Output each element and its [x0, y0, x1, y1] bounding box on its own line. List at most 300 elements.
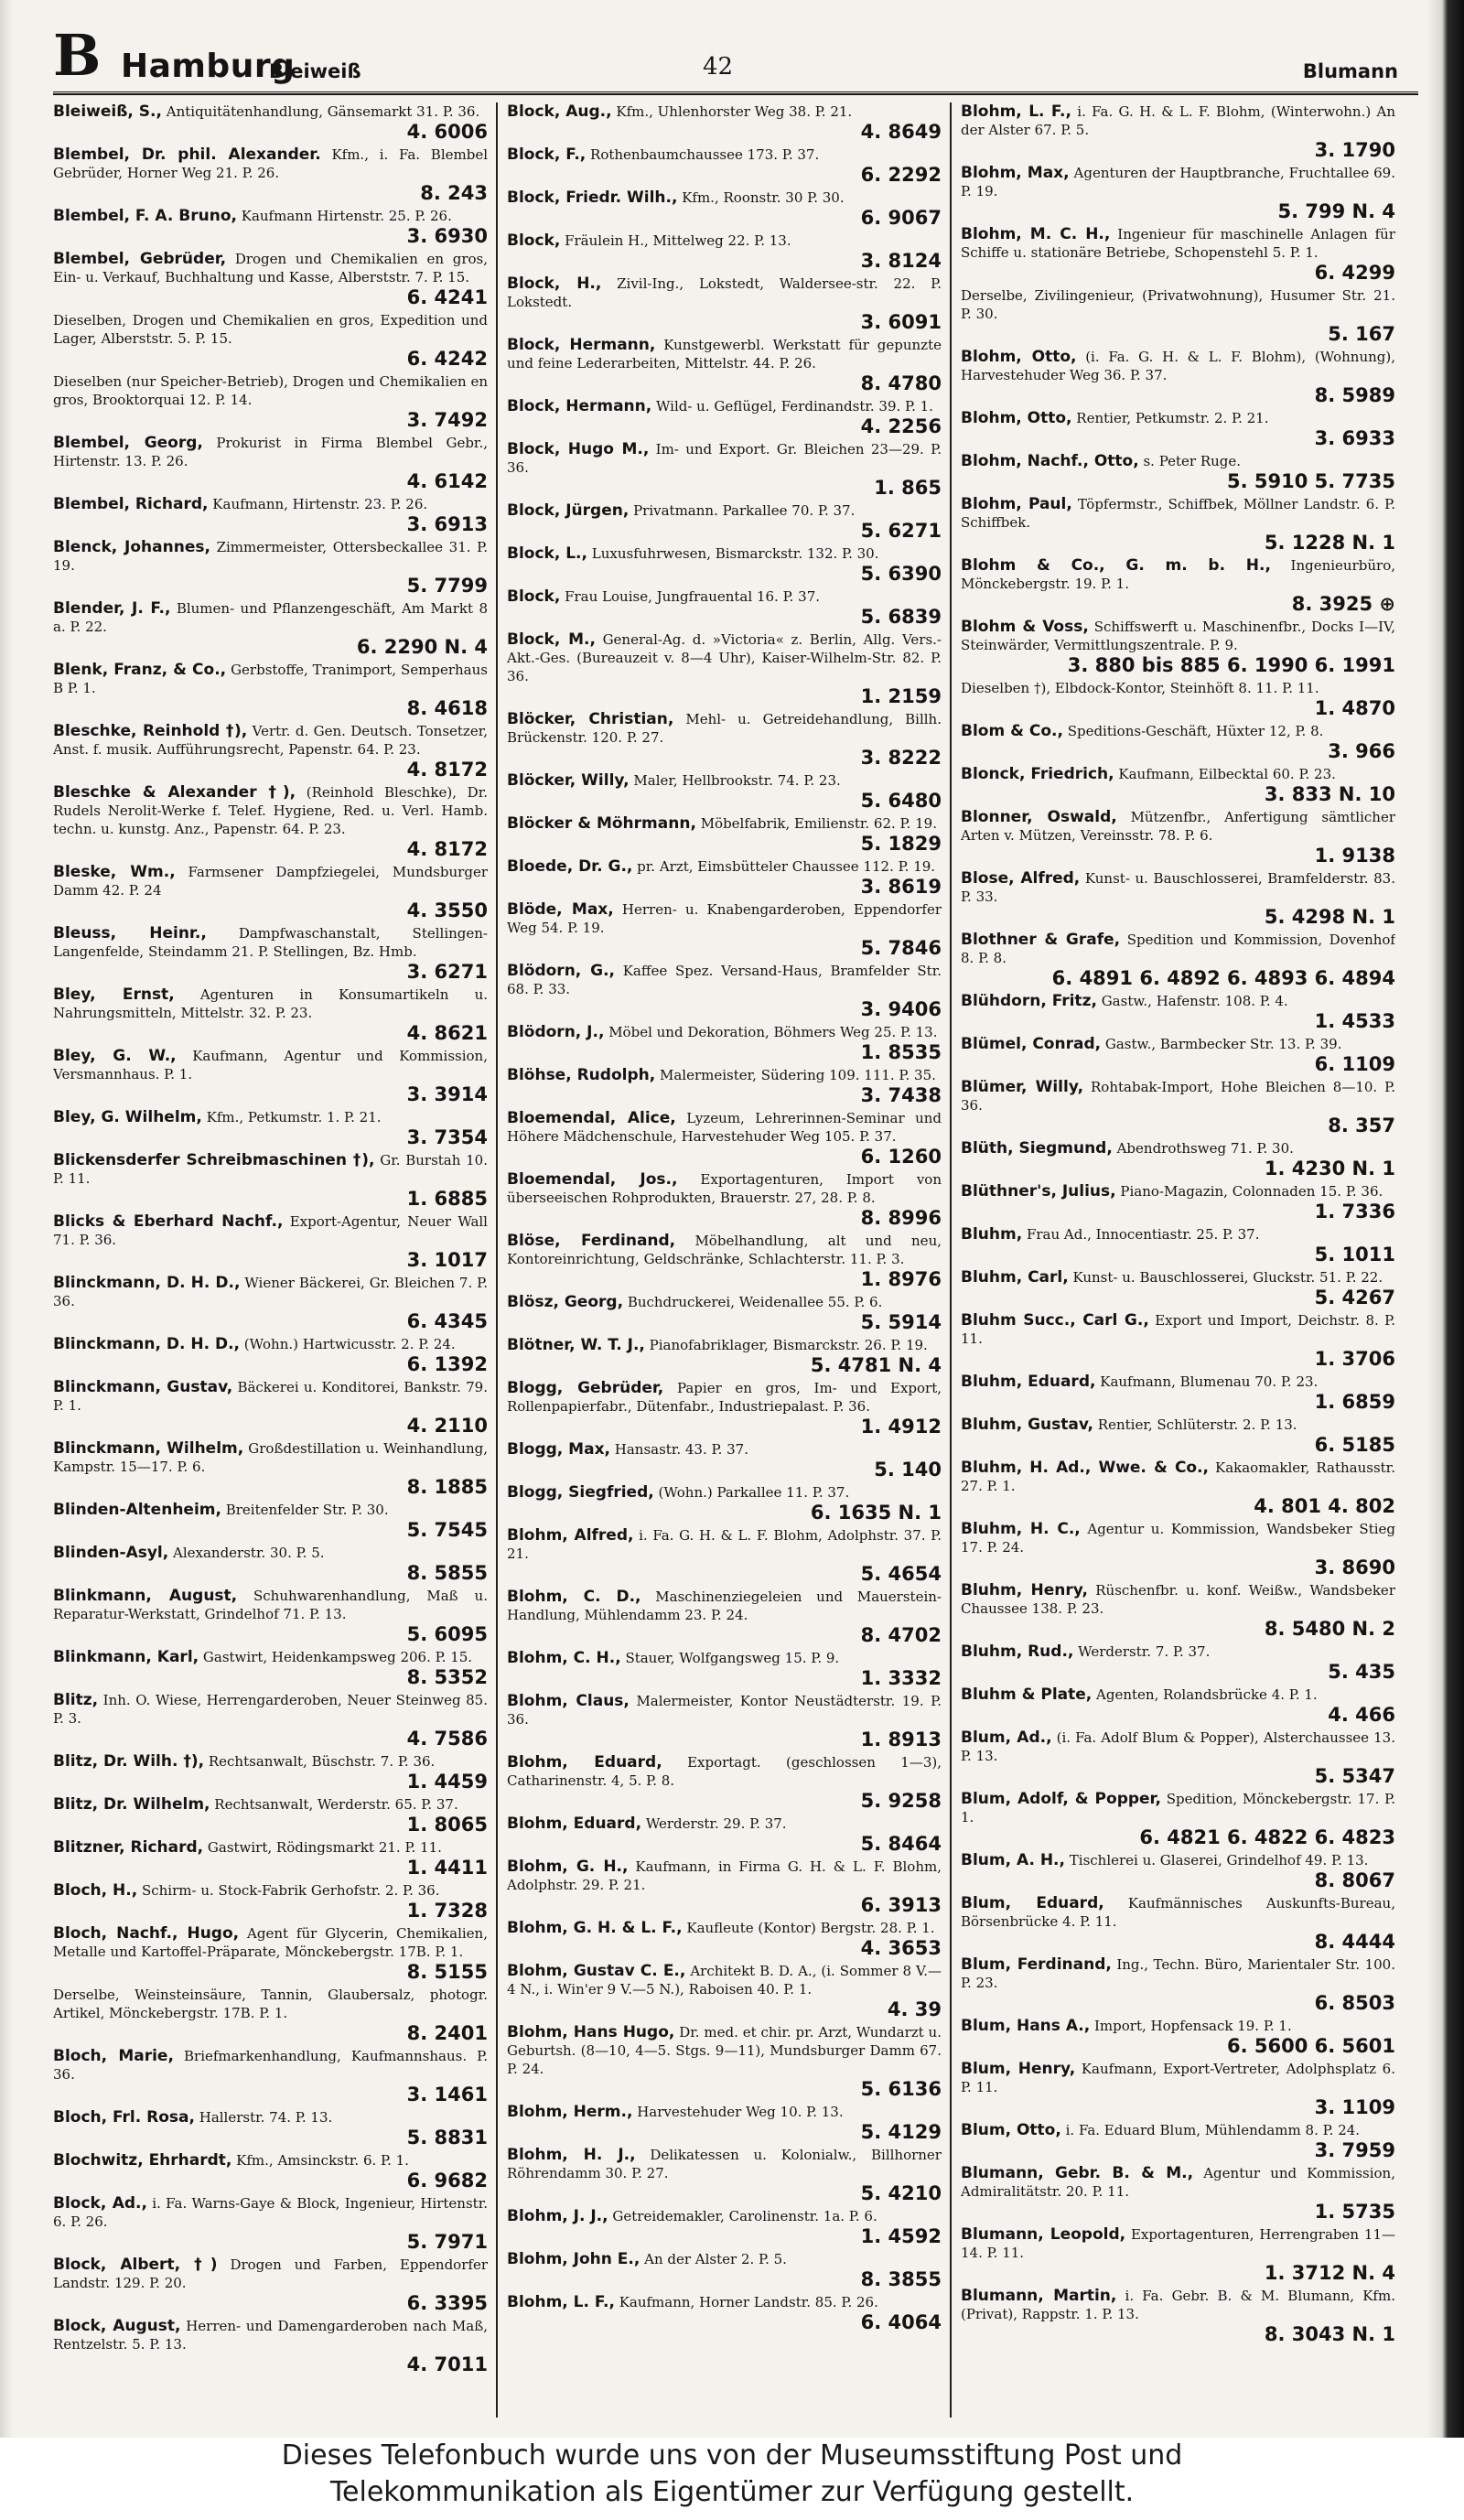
- phone-number: 8. 3925 ⊕: [1291, 593, 1395, 615]
- entry-name: Blose, Alfred,: [961, 869, 1081, 888]
- phone-number: 3. 8124: [860, 250, 942, 272]
- directory-entry: [507, 2103, 942, 2143]
- entry-name: Blöhse, Rudolph,: [507, 1066, 656, 1084]
- entry-name: Blohm, G. H.,: [507, 1858, 629, 1876]
- entry-name: Bluhm Succ., Carl G.,: [961, 1311, 1149, 1330]
- entry-name: Blembel, Dr. phil. Alexander.: [53, 145, 321, 164]
- directory-entry: [53, 2151, 488, 2192]
- entry-details: Ingenieur für maschinelle Anlagen für Schiffe u. stationäre Betriebe, Schopenstehl 5. P. 1.: [961, 226, 1395, 261]
- phone-number: 3. 8222: [860, 747, 942, 769]
- entry-details: Export und Import, Deichstr. 8. P. 11.: [961, 1312, 1395, 1347]
- directory-entry: [53, 1648, 488, 1688]
- directory-entry: [53, 1752, 488, 1793]
- entry-name: Bloch, H.,: [53, 1881, 138, 1900]
- column-divider: [496, 102, 498, 2418]
- entry-details: Werderstr. 29. P. 37.: [645, 1815, 787, 1832]
- entry-details: Exportagt. (geschlossen 1—3), Catharinenstr. 4, 5. P. 8.: [507, 1754, 942, 1789]
- entry-name: Blonner, Oswald,: [961, 808, 1117, 826]
- directory-entry: [53, 1795, 488, 1836]
- directory-entry: [961, 1078, 1395, 1136]
- directory-entry: [507, 710, 942, 769]
- entry-details: Tischlerei u. Glaserei, Grindelhof 49. P. 13.: [1069, 1852, 1369, 1868]
- phone-number: 1. 4230 N. 1: [1264, 1158, 1395, 1179]
- entry-name: Blinden-Altenheim,: [53, 1501, 221, 1519]
- phone-number: 6. 4064: [860, 2311, 942, 2333]
- entry-name: Blickensderfer Schreibmaschinen †),: [53, 1151, 375, 1169]
- entry-details: Prokurist in Firma Blembel Gebr., Hirtenstr. 13. P. 26.: [53, 435, 488, 469]
- phone-number: 6. 1260: [860, 1146, 942, 1168]
- directory-entry: [961, 409, 1395, 449]
- entry-name: Blohm, Max,: [961, 164, 1070, 182]
- entry-details: Agent für Glycerin, Chemikalien, Metalle und Kartoffel-Präparate, Mönckebergstr. 17B. P. 1.: [53, 1925, 488, 1960]
- phone-number: 6. 8503: [1314, 1992, 1395, 2014]
- directory-entry: [507, 814, 942, 855]
- entry-details: Alexanderstr. 30. P. 5.: [173, 1545, 325, 1561]
- entry-details: Kaufmann, Hirtenstr. 23. P. 26.: [212, 496, 428, 512]
- phone-number: 1. 9138: [1314, 845, 1395, 867]
- phone-number: 5. 1228 N. 1: [1264, 532, 1395, 554]
- directory-entry: [961, 1035, 1395, 1075]
- first-entry-keyword: Bleiweiß: [269, 60, 361, 82]
- directory-entry: [961, 1225, 1395, 1265]
- page-edge-left: [0, 0, 13, 2438]
- entry-details: Töpfermstr., Schiffbek, Möllner Landstr. 6. P. Schiffbek.: [961, 496, 1395, 531]
- directory-entry: [507, 962, 942, 1020]
- entry-details: (Reinhold Bleschke), Dr. Rudels Nerolit-Werke f. Telef. Hygiene, Red. u. Verl. Hamb. techn. u. kunstg. Anz., Papenstr. 64. P. 23.: [53, 784, 488, 837]
- directory-entry: [961, 286, 1395, 345]
- phone-number: 6. 2290 N. 4: [356, 636, 488, 658]
- phone-number: 3. 8690: [1314, 1556, 1395, 1578]
- entry-details: Export-Agentur, Neuer Wall 71. P. 36.: [53, 1213, 488, 1248]
- entry-details: Architekt B. D. A., (i. Sommer 8 V.—4 N., i. Win'er 9 V.—5 N.), Raboisen 40. P. 1.: [507, 1963, 942, 1998]
- phone-number: 4. 2110: [406, 1415, 488, 1437]
- entry-details: Schiffswerft u. Maschinenfbr., Docks I—IV, Steinwärder, Vermittlungszentrale. P. 9.: [961, 619, 1395, 653]
- directory-entry: [961, 102, 1395, 161]
- entry-name: Blinckmann, Wilhelm,: [53, 1439, 244, 1458]
- entry-name: Bley, Ernst,: [53, 985, 175, 1004]
- phone-number: 4. 7586: [406, 1728, 488, 1750]
- phone-number: 1. 4459: [406, 1771, 488, 1793]
- entry-name: Bley, G. W.,: [53, 1047, 177, 1065]
- phone-number: 1. 4870: [1314, 697, 1395, 719]
- phone-number: 4. 8649: [860, 121, 942, 143]
- entry-name: Bluhm, H. C.,: [961, 1520, 1081, 1538]
- directory-entry: [53, 372, 488, 431]
- archive-footer: [0, 2438, 1464, 2520]
- directory-entry: [507, 1170, 942, 1229]
- entry-name: Blembel, Georg,: [53, 434, 203, 452]
- directory-entry: [507, 145, 942, 186]
- entry-details: Kaufmann Hirtenstr. 25. P. 26.: [241, 208, 452, 224]
- entry-name: Block, Aug.,: [507, 102, 612, 121]
- phone-number: 5. 5914: [860, 1311, 942, 1333]
- phone-number: 1. 6885: [406, 1188, 488, 1210]
- entry-name: Blinckmann, D. H. D.,: [53, 1274, 241, 1292]
- entry-details: Frau Louise, Jungfrauental 16. P. 37.: [565, 588, 821, 605]
- phone-number: 5. 5347: [1314, 1765, 1395, 1787]
- entry-details: Agentur u. Kommission, Wandsbeker Stieg 17. P. 24.: [961, 1521, 1395, 1556]
- entry-details: Import, Hopfensack 19. P. 1.: [1094, 2018, 1292, 2034]
- phone-number: 5. 6839: [860, 606, 942, 628]
- entry-details: Kaffee Spez. Versand-Haus, Bramfelder Str. 68. P. 33.: [507, 963, 942, 997]
- phone-number: 3. 833 N. 10: [1264, 783, 1395, 805]
- entry-details: Dampfwaschanstalt, Stellingen-Langenfelde, Steindamm 21. P. Stellingen, Bz. Hmb.: [53, 925, 488, 960]
- phone-number: 5. 4298 N. 1: [1264, 906, 1395, 928]
- phone-number: 5. 799 N. 4: [1277, 200, 1395, 222]
- entry-name: Block, August,: [53, 2317, 181, 2335]
- phone-number: 8. 357: [1328, 1115, 1395, 1136]
- phone-number: 8. 4618: [406, 697, 488, 719]
- directory-entry: [53, 2047, 488, 2105]
- directory-entry: [961, 722, 1395, 762]
- entry-details: s. Peter Ruge.: [1143, 453, 1242, 469]
- phone-number: 3. 7438: [860, 1084, 942, 1106]
- entry-details: Abendrothsweg 71. P. 30.: [1116, 1140, 1294, 1157]
- entry-details: Mehl- u. Getreidehandlung, Billh. Brückenstr. 120. P. 27.: [507, 711, 942, 746]
- directory-entry: [507, 2146, 942, 2204]
- entry-name: Blöse, Ferdinand,: [507, 1232, 676, 1250]
- entry-name: Blinkmann, August,: [53, 1587, 238, 1605]
- entry-name: Blogg, Max,: [507, 1440, 610, 1459]
- phone-number: 6. 5185: [1314, 1434, 1395, 1456]
- directory-entry: [507, 1483, 942, 1524]
- entry-name: Blogg, Siegfried,: [507, 1483, 654, 1502]
- directory-entry: [507, 1692, 942, 1750]
- entry-name: Blumann, Martin,: [961, 2287, 1117, 2305]
- page-edge-right: [1427, 0, 1464, 2438]
- entry-name: Blitz, Dr. Wilhelm,: [53, 1795, 210, 1814]
- entry-details: Drogen und Chemikalien en gros, Ein- u. Verkauf, Buchhaltung und Kasse, Alberststr. 7. P. 15.: [53, 251, 488, 285]
- phone-number: 3. 6091: [860, 311, 942, 333]
- entry-name: Blochwitz, Ehrhardt,: [53, 2151, 232, 2170]
- entry-details: Agenturen in Konsumartikeln u. Nahrungsmitteln, Mittelstr. 32. P. 23.: [53, 986, 488, 1021]
- directory-entry: [53, 1501, 488, 1541]
- entry-details: Speditions-Geschäft, Hüxter 12, P. 8.: [1067, 723, 1324, 739]
- entry-details: Werderstr. 7. P. 37.: [1078, 1643, 1211, 1660]
- entry-details: Schirm- u. Stock-Fabrik Gerhofstr. 2. P. 36.: [141, 1882, 440, 1899]
- entry-name: Bluhm, Rud.,: [961, 1642, 1074, 1661]
- entry-name: Bleschke & Alexander †),: [53, 783, 296, 802]
- directory-entry: [53, 145, 488, 204]
- entry-name: Blühdorn, Fritz,: [961, 992, 1097, 1010]
- phone-number: 8. 5155: [406, 1961, 488, 1983]
- entry-name: Blinden-Asyl,: [53, 1544, 169, 1562]
- directory-entry: [961, 1520, 1395, 1578]
- entry-details: Gastwirt, Rödingsmarkt 21. P. 11.: [207, 1839, 442, 1856]
- phone-number: 5. 6095: [406, 1623, 488, 1645]
- entry-details: Maschinenziegeleien und Mauerstein-Handlung, Mühlendamm 23. P. 24.: [507, 1588, 942, 1623]
- directory-entry: [507, 900, 942, 959]
- phone-number: 3. 966: [1328, 740, 1395, 762]
- region-title: Hamburg: [121, 48, 296, 85]
- phone-number: 8. 3855: [860, 2268, 942, 2290]
- phone-number: 8. 5989: [1314, 384, 1395, 406]
- directory-entry: [961, 2164, 1395, 2223]
- directory-entry: [961, 992, 1395, 1032]
- entry-details: Rohtabak-Import, Hohe Bleichen 8—10. P. 36.: [961, 1079, 1395, 1114]
- entry-details: Kunstgewerbl. Werkstatt für gepunzte und feine Lederarbeiten, Mittelstr. 44. P. 26.: [507, 337, 942, 372]
- directory-entry: [53, 2194, 488, 2253]
- directory-entry: [507, 1815, 942, 1855]
- phone-number: 6. 9067: [860, 207, 942, 229]
- directory-entry: [961, 1955, 1395, 2014]
- directory-entry: [961, 1790, 1395, 1848]
- directory-entry: [961, 1685, 1395, 1726]
- phone-number: 1. 6859: [1314, 1391, 1395, 1413]
- directory-entry: [53, 1335, 488, 1375]
- phone-number: 3. 9406: [860, 998, 942, 1020]
- entry-name: Blohm, Eduard,: [507, 1815, 642, 1833]
- entry-name: Blumann, Gebr. B. & M.,: [961, 2164, 1194, 2182]
- phone-number: 5. 4654: [860, 1563, 942, 1585]
- directory-entry: [961, 164, 1395, 222]
- phone-number: 3. 7354: [406, 1126, 488, 1148]
- entry-details: Briefmarkenhandlung, Kaufmannshaus. P. 36.: [53, 2048, 488, 2083]
- entry-details: Frau Ad., Innocentiastr. 25. P. 37.: [1026, 1226, 1260, 1243]
- directory-entry: [961, 556, 1395, 615]
- entry-name: Bleuss, Heinr.,: [53, 924, 207, 942]
- entry-name: Blum, A. H.,: [961, 1851, 1065, 1869]
- directory-entry: [507, 501, 942, 542]
- directory-entry: [961, 2121, 1395, 2161]
- phone-number: 6. 2292: [860, 164, 942, 186]
- phone-number: 1. 4411: [406, 1857, 488, 1879]
- entry-details: Blumen- und Pflanzengeschäft, Am Markt 8 a. P. 22.: [53, 600, 488, 635]
- directory-entry: [507, 1440, 942, 1481]
- entry-name: Blum, Otto,: [961, 2121, 1061, 2139]
- phone-number: 6. 4241: [406, 286, 488, 308]
- entry-name: Block, M.,: [507, 630, 596, 649]
- phone-number: 8. 8996: [860, 1207, 942, 1229]
- directory-entry: [507, 1109, 942, 1168]
- entry-name: Block, Albert, †): [53, 2256, 218, 2274]
- entry-details: Gerbstoffe, Tranimport, Semperhaus B P. 1.: [53, 662, 488, 696]
- directory-entry: [507, 397, 942, 437]
- directory-entry: [507, 1649, 942, 1689]
- phone-number: 5. 1829: [860, 833, 942, 855]
- entry-name: Bluhm, Carl,: [961, 1268, 1069, 1287]
- entry-details: i. Fa. Warns-Gaye & Block, Ingenieur, Hirtenstr. 6. P. 26.: [53, 2195, 488, 2230]
- directory-entry: [53, 1986, 488, 2044]
- entry-name: Block, F.,: [507, 145, 587, 164]
- entry-name: Blumann, Leopold,: [961, 2225, 1126, 2244]
- directory-entry: [961, 1581, 1395, 1640]
- entry-details: General-Ag. d. »Victoria« z. Berlin, Allg. Vers.-Akt.-Ges. (Bureauzeit v. 8—4 Uhr), Kaiser-Wilhelm-Str. 82. P. 36.: [507, 631, 942, 684]
- entry-name: Blohm, Herm.,: [507, 2103, 633, 2121]
- phone-number: 5. 6390: [860, 563, 942, 585]
- entry-name: Blohm, John E.,: [507, 2250, 640, 2268]
- phone-number: 1. 3332: [860, 1667, 942, 1689]
- phone-number: 6. 9682: [406, 2170, 488, 2192]
- entry-details: Vertr. d. Gen. Deutsch. Tonsetzer, Anst. f. musik. Aufführungsrecht, Papenstr. 64. P. 23.: [53, 723, 488, 758]
- phone-number: 6. 4242: [406, 348, 488, 370]
- phone-number: 6. 3913: [860, 1894, 942, 1916]
- entry-name: Blöde, Max,: [507, 900, 614, 919]
- phone-number: 1. 8065: [406, 1814, 488, 1836]
- phone-number: 8. 4780: [860, 372, 942, 394]
- phone-number: 8. 1885: [406, 1476, 488, 1498]
- entry-details: Kfm., Petkumstr. 1. P. 21.: [206, 1109, 382, 1125]
- entry-details: Zivil-Ing., Lokstedt, Waldersee-str. 22. P. Lokstedt.: [507, 275, 942, 310]
- phone-number: 1. 7336: [1314, 1201, 1395, 1222]
- directory-entry: [961, 1728, 1395, 1787]
- entry-details: Farmsener Dampfziegelei, Mundsburger Damm 42. P. 24: [53, 864, 488, 899]
- entry-details: Rüschenfbr. u. konf. Weißw., Wandsbeker Chaussee 138. P. 23.: [961, 1582, 1395, 1617]
- entry-name: Blinkmann, Karl,: [53, 1648, 199, 1666]
- entry-name: Block, H.,: [507, 275, 602, 293]
- entry-name: Bloemendal, Alice,: [507, 1109, 676, 1127]
- entry-details: Kfm., Uhlenhorster Weg 38. P. 21.: [616, 103, 853, 120]
- directory-entry: [507, 1526, 942, 1585]
- entry-details: Möbel und Dekoration, Böhmers Weg 25. P. 13.: [608, 1024, 938, 1040]
- directory-entry: [507, 1588, 942, 1646]
- entry-details: Dieselben, Drogen und Chemikalien en gros, Expedition und Lager, Alberststr. 5. P. 15.: [53, 312, 488, 347]
- entry-name: Block, Hermann,: [507, 336, 656, 354]
- phone-number: 1. 5735: [1314, 2201, 1395, 2223]
- entry-name: Block, L.,: [507, 544, 587, 563]
- directory-entry: [507, 544, 942, 585]
- entry-name: Blohm, M. C. H.,: [961, 225, 1111, 243]
- entry-name: Blothner & Grafe,: [961, 931, 1121, 949]
- phone-number: 1. 4912: [860, 1416, 942, 1438]
- directory-entry: [507, 1858, 942, 1916]
- entry-details: Kaufmann, in Firma G. H. & L. F. Blohm, Adolphstr. 29. P. 21.: [507, 1858, 942, 1893]
- directory-entry: [53, 250, 488, 308]
- entry-details: Gastwirt, Heidenkampsweg 206. P. 15.: [202, 1649, 473, 1665]
- phone-number: 8. 4702: [860, 1624, 942, 1646]
- directory-entry: [53, 2256, 488, 2314]
- phone-number: 1. 8976: [860, 1268, 942, 1290]
- entry-details: Hallerstr. 74. P. 13.: [199, 2109, 333, 2126]
- entry-name: Blom & Co.,: [961, 722, 1063, 740]
- phone-number: 3. 880 bis 885 6. 1990 6. 1991: [1067, 654, 1395, 676]
- phone-number: 4. 801 4. 802: [1254, 1495, 1395, 1517]
- footer-line-1: Dieses Telefonbuch wurde uns von der Museumsstiftung Post und: [281, 2439, 1183, 2472]
- entry-details: An der Alster 2. P. 5.: [644, 2251, 787, 2267]
- entry-details: Hansastr. 43. P. 37.: [614, 1441, 748, 1458]
- entry-details: pr. Arzt, Eimsbütteler Chaussee 112. P. 19.: [637, 858, 936, 875]
- entry-details: Mützenfbr., Anfertigung sämtlicher Arten v. Mützen, Vereinsstr. 78. P. 6.: [961, 809, 1395, 844]
- phone-number: 8. 8067: [1314, 1869, 1395, 1891]
- entry-name: Blöcker, Christian,: [507, 710, 674, 728]
- directory-entry: [53, 2108, 488, 2148]
- directory-entry: [507, 1066, 942, 1106]
- entry-name: Blüth, Siegmund,: [961, 1139, 1113, 1158]
- entry-name: Block,: [507, 587, 561, 606]
- entry-name: Blöcker & Möhrmann,: [507, 814, 696, 833]
- directory-entry: [961, 225, 1395, 284]
- directory-entry: [507, 440, 942, 499]
- directory-entry: [53, 1924, 488, 1983]
- entry-name: Blüthner's, Julius,: [961, 1182, 1116, 1201]
- entry-details: (Wohn.) Parkallee 11. P. 37.: [658, 1484, 850, 1501]
- entry-details: Im- und Export. Gr. Bleichen 23—29. P. 36.: [507, 441, 942, 476]
- directory-entry: [53, 1439, 488, 1498]
- phone-number: 5. 8831: [406, 2127, 488, 2148]
- directory-entry: [961, 1416, 1395, 1456]
- entry-name: Bluhm, Eduard,: [961, 1373, 1096, 1391]
- entry-details: Kaufmann, Agentur und Kommission, Versmannhaus. P. 1.: [53, 1048, 488, 1082]
- entry-details: Ing., Techn. Büro, Marientaler Str. 100. P. 23.: [961, 1956, 1395, 1991]
- phone-number: 3. 6933: [1314, 427, 1395, 449]
- directory-entry: [53, 495, 488, 535]
- phone-number: 4. 7011: [406, 2353, 488, 2375]
- entry-name: Blohm, Nachf., Otto,: [961, 452, 1139, 470]
- entry-name: Blum, Ad.,: [961, 1728, 1052, 1747]
- entry-details: Rothenbaumchaussee 173. P. 37.: [590, 146, 820, 163]
- entry-name: Bleschke, Reinhold †),: [53, 722, 248, 740]
- directory-entry: [53, 783, 488, 860]
- entry-name: Bloch, Nachf., Hugo,: [53, 1924, 240, 1943]
- entry-name: Blödorn, G.,: [507, 962, 615, 980]
- phone-number: 3. 1790: [1314, 139, 1395, 161]
- entry-details: Kaufleute (Kontor) Bergstr. 28. P. 1.: [686, 1920, 935, 1936]
- entry-name: Block, Jürgen,: [507, 501, 630, 520]
- entry-name: Blohm, Eduard,: [507, 1753, 662, 1772]
- directory-entry: [507, 1293, 942, 1333]
- directory-entry: [53, 1838, 488, 1879]
- directory-entry: [53, 1274, 488, 1332]
- directory-entry: [961, 869, 1395, 928]
- phone-number: 5. 6271: [860, 520, 942, 542]
- entry-name: Blohm, Paul,: [961, 495, 1072, 513]
- directory-entry: [961, 1459, 1395, 1517]
- directory-entry: [53, 2317, 488, 2375]
- directory-entry: [961, 679, 1395, 719]
- directory-entry: [507, 2250, 942, 2290]
- directory-entry: [53, 599, 488, 658]
- phone-number: 3. 7492: [406, 409, 488, 431]
- entry-details: Privatmann. Parkallee 70. P. 37.: [633, 502, 856, 519]
- phone-number: 5. 7799: [406, 575, 488, 597]
- directory-entry: [507, 1232, 942, 1290]
- directory-entry: [53, 1691, 488, 1750]
- entry-name: Blum, Ferdinand,: [961, 1955, 1112, 1974]
- directory-entry: [961, 2225, 1395, 2284]
- directory-entry: [507, 336, 942, 394]
- entry-details: Dieselben (nur Speicher-Betrieb), Drogen und Chemikalien en gros, Brooktorquai 12. P. 14.: [53, 373, 488, 408]
- phone-number: 5. 4129: [860, 2121, 942, 2143]
- phone-number: 4. 39: [887, 1998, 942, 2020]
- entry-details: Ingenieurbüro, Mönckebergstr. 19. P. 1.: [961, 557, 1395, 592]
- entry-details: Kaufmann, Export-Vertreter, Adolphsplatz 6. P. 11.: [961, 2061, 1395, 2095]
- entry-details: Rechtsanwalt, Werderstr. 65. P. 37.: [214, 1796, 458, 1813]
- entry-name: Blenk, Franz, & Co.,: [53, 661, 227, 679]
- entry-name: Blösz, Georg,: [507, 1293, 624, 1311]
- entry-name: Bleiweiß, S.,: [53, 102, 162, 121]
- directory-entry: [961, 1182, 1395, 1222]
- entry-name: Blötner, W. T. J.,: [507, 1336, 645, 1354]
- entry-details: (Wohn.) Hartwicusstr. 2. P. 24.: [243, 1336, 456, 1352]
- entry-details: Rentier, Schlüterstr. 2. P. 13.: [1097, 1416, 1297, 1433]
- entry-details: Spedition und Kommission, Dovenhof 8. P. 8.: [961, 932, 1395, 966]
- directory-entry: [507, 2207, 942, 2247]
- phone-number: 5. 4267: [1314, 1287, 1395, 1308]
- entry-details: Kfm., Roonstr. 30 P. 30.: [682, 189, 845, 206]
- entry-details: Kaufmännisches Auskunfts-Bureau, Börsenbrücke 4. P. 11.: [961, 1895, 1395, 1930]
- phone-number: 6. 3395: [406, 2292, 488, 2314]
- entry-details: Möbelhandlung, alt und neu, Kontoreinrichtung, Geldschränke, Schlachterstr. 11. P. 3.: [507, 1233, 942, 1267]
- entry-name: Blembel, Richard,: [53, 495, 209, 513]
- entry-name: Blödorn, J.,: [507, 1023, 605, 1041]
- entry-name: Blümer, Willy,: [961, 1078, 1084, 1096]
- entry-details: i. Fa. G. H. & L. F. Blohm, (Winterwohn.) An der Alster 67. P. 5.: [961, 103, 1395, 138]
- phone-number: 6. 4891 6. 4892 6. 4893 6. 4894: [1051, 967, 1395, 989]
- phone-number: 3. 6930: [406, 225, 488, 247]
- entry-details: Kfm., Amsinckstr. 6. P. 1.: [236, 2152, 409, 2169]
- phone-number: 1. 7328: [406, 1900, 488, 1922]
- entry-details: Agenten, Rolandsbrücke 4. P. 1.: [1096, 1686, 1318, 1703]
